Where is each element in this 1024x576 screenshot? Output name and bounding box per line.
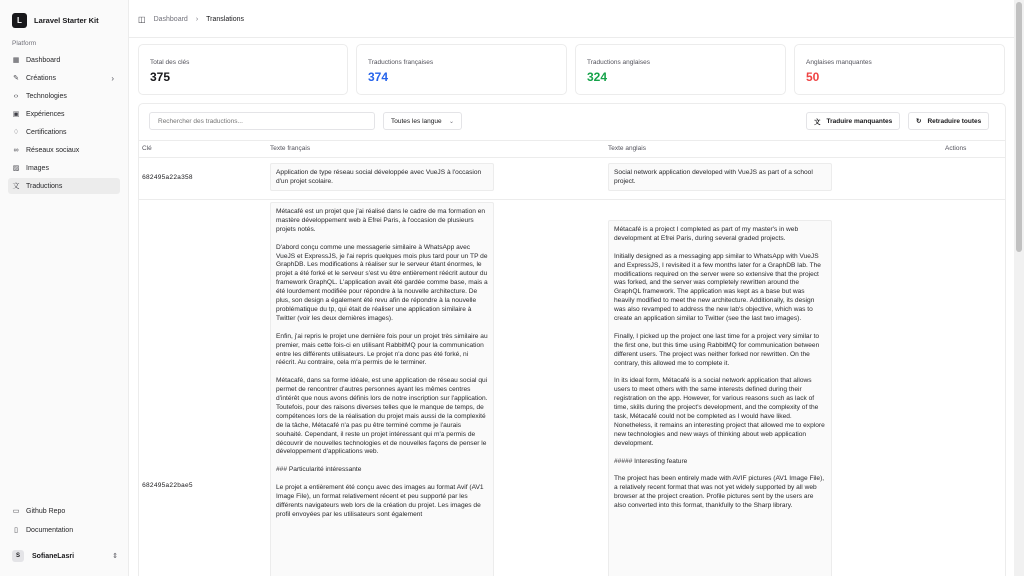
- sidebar-item-translations[interactable]: [8, 178, 120, 194]
- sidebar: [0, 0, 128, 576]
- language-filter-value: Toutes les langue: [391, 117, 442, 125]
- stat-value: 374: [368, 70, 389, 84]
- stat-card-missing: [794, 44, 1005, 95]
- footer-link-label: Github Repo: [26, 507, 66, 515]
- breadcrumb-dashboard[interactable]: Dashboard: [153, 16, 188, 23]
- link-icon: ∞: [13, 146, 19, 154]
- retranslate-all-label: Retraduire toutes: [927, 117, 982, 125]
- sidebar-item-label: Images: [26, 164, 49, 172]
- platform-section-label: Platform: [12, 40, 37, 47]
- app-logo-icon: L: [12, 13, 27, 28]
- languages-icon: 文: [814, 118, 821, 126]
- sidebar-item-creations[interactable]: [8, 70, 120, 86]
- table-header: [139, 140, 1005, 158]
- github-repo-link[interactable]: [12, 503, 73, 519]
- breadcrumb-current: Translations: [206, 16, 245, 23]
- translate-missing-label: Traduire manquantes: [826, 117, 893, 125]
- sidebar-item-label: Réseaux sociaux: [26, 146, 80, 154]
- documentation-link[interactable]: [12, 522, 73, 538]
- english-text[interactable]: Social network application developed with VueJS as part of a school project.: [608, 163, 832, 191]
- stat-value: 324: [587, 70, 608, 84]
- stat-value: 375: [150, 70, 171, 84]
- column-header-english: Texte anglais: [608, 145, 646, 152]
- footer-link-label: Documentation: [26, 526, 74, 534]
- stat-card-english: [575, 44, 786, 95]
- sidebar-item-dashboard[interactable]: [8, 52, 120, 68]
- translate-missing-button[interactable]: [806, 112, 900, 130]
- sidebar-item-label: Traductions: [26, 182, 63, 190]
- translation-key: 682495a22a358: [142, 174, 193, 181]
- stat-label: Traductions anglaises: [587, 59, 650, 66]
- pencil-icon: ✎: [13, 75, 19, 82]
- stat-label: Anglaises manquantes: [806, 59, 872, 66]
- sidebar-item-label: Dashboard: [26, 56, 61, 64]
- french-text[interactable]: Application de type réseau social développée avec VueJS à l'occasion d'un projet scolaire.: [270, 163, 494, 191]
- topbar: [129, 0, 1014, 38]
- chevron-right-icon: ›: [195, 16, 199, 23]
- stat-label: Total des clés: [150, 59, 190, 66]
- language-filter-select[interactable]: [383, 112, 462, 130]
- column-header-actions: Actions: [945, 145, 967, 152]
- translations-table-card: [138, 103, 1006, 576]
- sidebar-item-label: Créations: [26, 74, 56, 82]
- table-row: [139, 200, 1005, 576]
- image-icon: ▨: [12, 165, 20, 172]
- sidebar-footer: [12, 503, 73, 541]
- sidebar-item-social-networks[interactable]: [8, 142, 120, 158]
- page-scrollbar[interactable]: [1014, 0, 1024, 576]
- app-name: Laravel Starter Kit: [34, 16, 99, 25]
- column-header-french: Texte français: [270, 145, 311, 152]
- scrollbar-thumb[interactable]: [1016, 2, 1022, 252]
- french-text[interactable]: Métacafé est un projet que j'ai réalisé dans le cadre de ma formation en mastère développement web à Efrei Paris, à l'occasion de plusieurs projets notés. D'abord conçu comme une messagerie similaire à WhatsApp avec VueJS et ExpressJS, je l'ai repris quelques mois plus tard pour un TP de GraphDB. Les modifications à réaliser sur le serveur étant énormes, le projet a été forké et le serveur s'est vu être entièrement réécrit autour du framework GraphQL. L'application avait été gardée comme base, mais a été lourdement modifiée pour répondre à la nouvelle architecture. De plus, son design a également été revu afin de répondre à la nouvelle problématique du tp, qui était de réaliser une application similaire à Twitter (voir les deux dernières images). Enfin, j'ai repris le projet une dernière fois pour un projet très similaire au premier, mais cette fois-ci en utilisant RabbitMQ pour la communication entre les différents utilisateurs. Le projet n'a donc pas été forké, ni réécrit. Au contraire, cela m'a permis de le terminer. Métacafé, dans sa forme idéale, est une application de réseau social qui permet de rencontrer d'autres personnes ayant les mêmes centres d'intérêt que nous avons définis lors de notre inscription sur l'application. Toutefois, pour des raisons diverses telles que le manque de temps, de compétences lors de la réalisation du projet mais aussi de la complexité de la tâche, Métacafé n'a pas pu être terminé comme je l'aurais souhaité. Cependant, il reste un projet intéressant qui m'a permis de découvrir de nouvelles technologies et de nouvelles façons de penser le développement d'applications web. ### Particularité intéressante Le projet a entièrement été conçu avec des images au format Avif (AV1 Image File), un format relativement récent et peu supporté par les différents navigateurs web lors de la création du projet. Les images de profil envoyées par les utilisateurs sont également: [270, 202, 494, 576]
- avatar: S: [12, 550, 24, 562]
- award-icon: ♢: [12, 129, 20, 136]
- user-name: SofianeLasri: [32, 552, 75, 560]
- user-menu[interactable]: [12, 548, 118, 564]
- chevron-down-icon: ⌄: [448, 118, 454, 125]
- main-content: [128, 0, 1014, 576]
- column-header-key: Clé: [142, 145, 152, 152]
- grid-icon: ▦: [12, 57, 20, 64]
- sidebar-item-experiences[interactable]: [8, 106, 120, 122]
- sidebar-toggle-icon[interactable]: ◫: [138, 15, 146, 24]
- translation-key: 682495a22bae5: [142, 482, 193, 489]
- languages-icon: 文: [12, 183, 20, 190]
- breadcrumb: [138, 15, 244, 24]
- sidebar-item-images[interactable]: [8, 160, 120, 176]
- chevrons-up-down-icon: ⇕: [112, 553, 118, 560]
- chevron-right-icon[interactable]: ›: [111, 73, 114, 83]
- sidebar-item-label: Technologies: [26, 92, 67, 100]
- stat-card-total: [138, 44, 348, 95]
- briefcase-icon: ▣: [12, 111, 20, 118]
- sidebar-item-label: Expériences: [26, 110, 65, 118]
- sidebar-item-technologies[interactable]: [8, 88, 120, 104]
- stat-value: 50: [806, 70, 820, 84]
- sidebar-item-label: Certifications: [26, 128, 67, 136]
- brand[interactable]: [12, 13, 99, 28]
- stat-card-french: [356, 44, 567, 95]
- refresh-icon: ↻: [916, 118, 922, 125]
- retranslate-all-button[interactable]: [908, 112, 989, 130]
- table-row: [139, 158, 1005, 200]
- code-icon: ‹›: [13, 92, 19, 100]
- search-input[interactable]: [149, 112, 375, 130]
- book-icon: ▯: [14, 527, 18, 534]
- stat-label: Traductions françaises: [368, 59, 434, 66]
- sidebar-nav: [8, 52, 120, 196]
- folder-icon: ▭: [12, 508, 20, 515]
- english-text[interactable]: Métacafé is a project I completed as part of my master's in web development at Efrei Paris, during several graded projects. Initially designed as a messaging app similar to WhatsApp with VueJS and ExpressJS, I revisited it a few months later for a GraphDB lab. The modifications required on the server were so extensive that the project was forked, and the server was completely rewritten around the GraphQL framework. The application was kept as a base but was heavily modified to meet the new architecture. Additionally, its design was also revamped to address the new lab's objective, which was to create an application similar to Twitter (see the last two images). Finally, I picked up the project one last time for a project very similar to the first one, but this time using RabbitMQ for communication between different users. The project was neither forked nor rewritten. On the contrary, this allowed me to complete it. In its ideal form, Métacafé is a social network application that allows users to meet others with the same interests defined during their registration on the app. However, for various reasons such as lack of time, skills during the project's development, and the complexity of the task, Métacafé could not be completed as I would have liked. Nonetheless, it remains an interesting project that allowed me to explore new technologies and new ways of thinking about web application development. ##### Interesting feature The project has been entirely made with AVIF pictures (AV1 Image File), a relatively recent format that was not yet widely supported by all web browser at the project creation. Profile pictures sent by the users are also converted into this format, thankfully to the Sharp library.: [608, 220, 832, 576]
- sidebar-item-certifications[interactable]: [8, 124, 120, 140]
